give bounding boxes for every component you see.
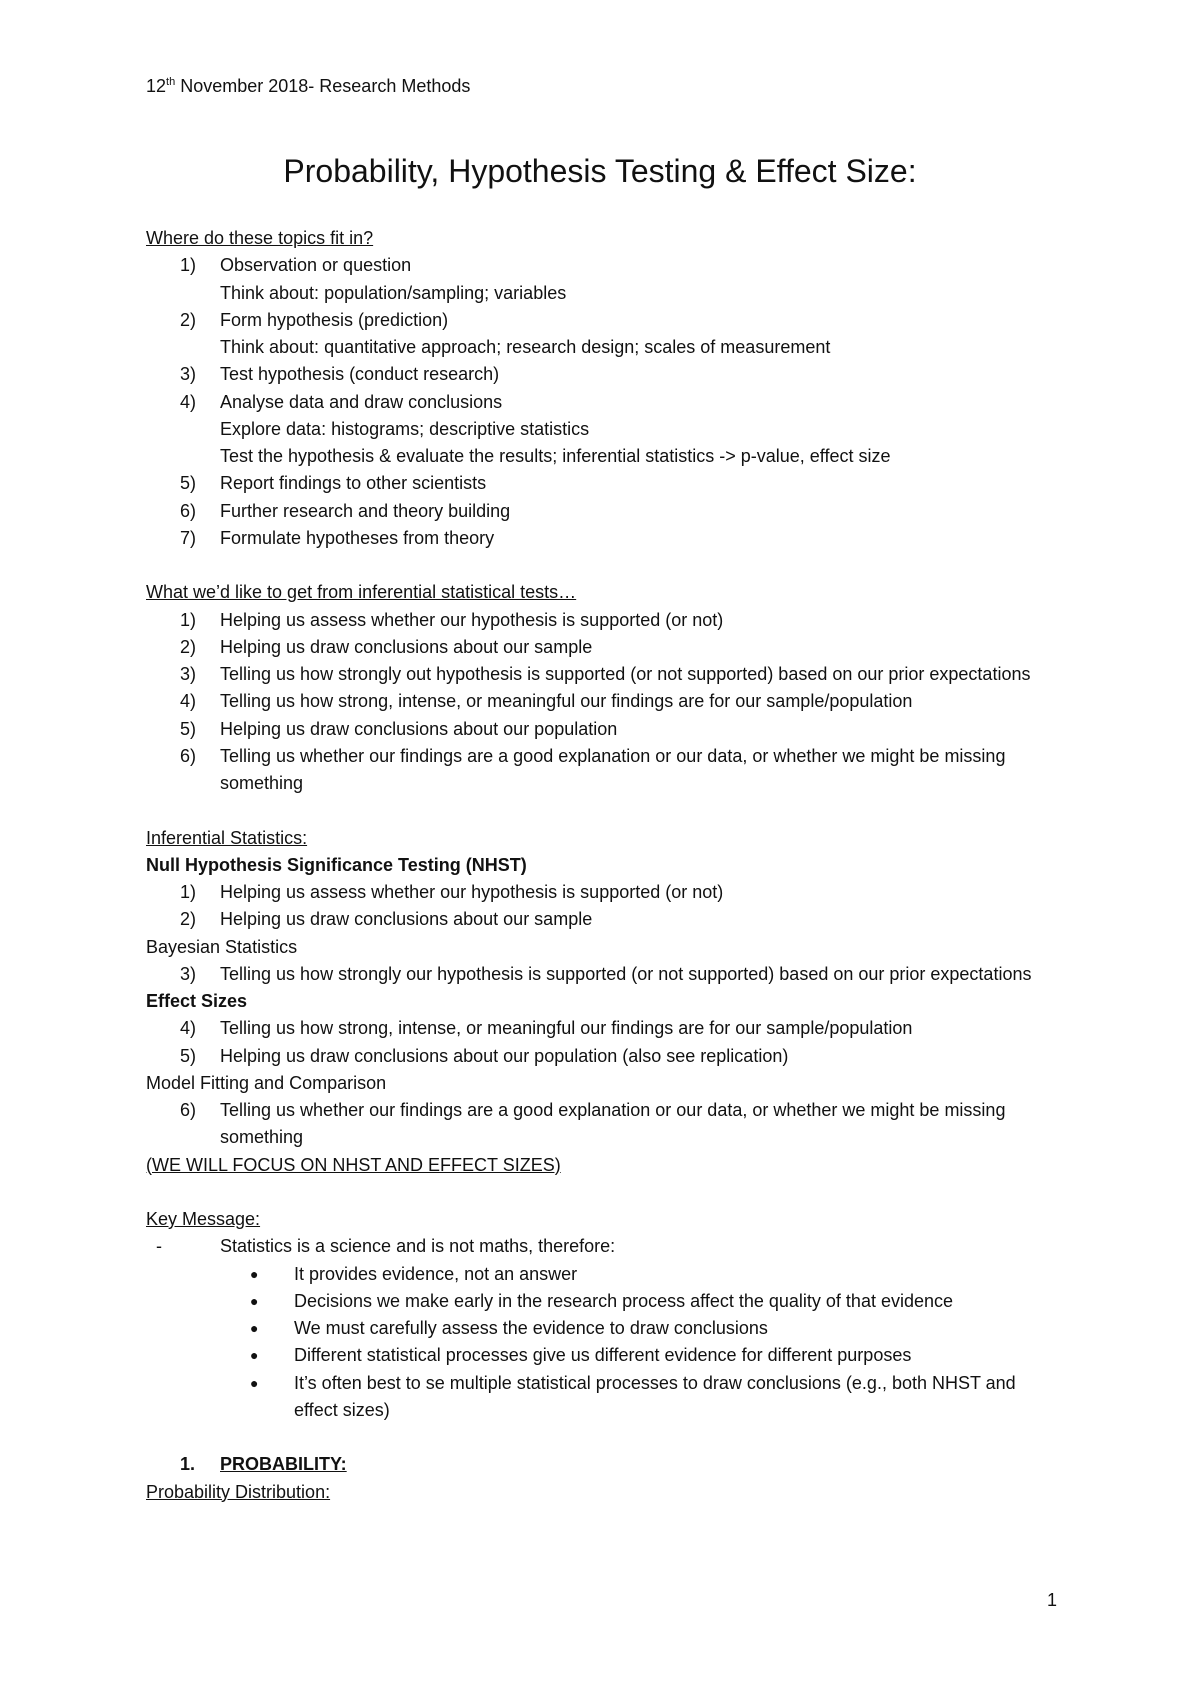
list-item: 6) Telling us whether our findings are a good explanation or our data, or whether we might be missing something bbox=[180, 745, 1006, 793]
list-item: 3) Test hypothesis (conduct research) bbox=[180, 364, 500, 385]
bullet-icon: ● bbox=[250, 1292, 259, 1309]
list-item: 7) Formulate hypotheses from theory bbox=[180, 527, 495, 548]
list-item: 4) Analyse data and draw conclusions bbox=[180, 391, 503, 412]
list-item: 3) Telling us how strongly our hypothesis is supported (or not supported) based on our prior expectations bbox=[180, 963, 1032, 984]
list-item: 4) Telling us how strong, intense, or meaningful our findings are for our sample/population bbox=[180, 1018, 913, 1039]
header-ordinal: th bbox=[166, 76, 176, 88]
bullet-icon: ● bbox=[250, 1320, 259, 1336]
model-fitting-label: Model Fitting and Comparison bbox=[146, 1072, 387, 1093]
list-item: 6) Telling us whether our findings are a good explanation or our data, or whether we might be missing something bbox=[180, 1100, 1006, 1148]
bullet-icon: ● bbox=[250, 1374, 259, 1391]
header-day: 12 bbox=[146, 76, 167, 96]
bayesian-label: Bayesian Statistics bbox=[146, 936, 298, 957]
spacer bbox=[146, 1179, 1056, 1206]
list-item: 1) Helping us assess whether our hypothesis is supported (or not) bbox=[180, 609, 724, 630]
list-item: 2) Helping us draw conclusions about our sample bbox=[180, 636, 593, 657]
header-rest: November 2018- Research Methods bbox=[175, 76, 471, 96]
document-title: Probability, Hypothesis Testing & Effect Size: bbox=[283, 153, 917, 189]
bullet-item: ● Different statistical processes give us different evidence for different purposes bbox=[146, 1342, 1056, 1369]
list-item: 1) Helping us assess whether our hypothesis is supported (or not) bbox=[180, 882, 724, 902]
bullet-item: ● It provides evidence, not an answer bbox=[146, 1261, 1056, 1288]
list-item: 2) Form hypothesis (prediction) bbox=[180, 309, 449, 330]
spacer bbox=[146, 1424, 1056, 1451]
dash-item: - Statistics is a science and is not maths, therefore: bbox=[156, 1236, 616, 1257]
focus-note: (WE WILL FOCUS ON NHST AND EFFECT SIZES) bbox=[146, 1154, 561, 1175]
spacer bbox=[146, 797, 1056, 824]
topics-heading: Where do these topics fit in? bbox=[146, 228, 374, 248]
list-item-note: Think about: quantitative approach; research design; scales of measurement bbox=[220, 337, 831, 357]
list-item-note: Test the hypothesis & evaluate the results; inferential statistics -> p-value, effect size bbox=[220, 446, 891, 466]
section-heading: 1. PROBABILITY: bbox=[180, 1454, 347, 1475]
list-item: 2) Helping us draw conclusions about our sample bbox=[180, 909, 593, 930]
bullet-item: ● We must carefully assess the evidence to draw conclusions bbox=[146, 1315, 1056, 1342]
inferential-heading: Inferential Statistics: bbox=[146, 827, 308, 848]
probability-distribution-heading: Probability Distribution: bbox=[146, 1481, 331, 1502]
nhst-label: Null Hypothesis Significance Testing (NHST) bbox=[146, 854, 527, 875]
bullet-icon: ● bbox=[250, 1265, 259, 1282]
list-item: 3) Telling us how strongly out hypothesis is supported (or not supported) based on our prior expectations bbox=[180, 664, 1031, 684]
list-item: 5) Report findings to other scientists bbox=[180, 473, 487, 494]
wants-heading: What we’d like to get from inferential statistical tests… bbox=[146, 582, 577, 603]
list-item: 1) Observation or question bbox=[180, 255, 412, 276]
list-item-note: Think about: population/sampling; variables bbox=[220, 282, 567, 303]
bullet-item: ● It’s often best to se multiple statistical processes to draw conclusions (e.g., both NHST and effect sizes) bbox=[146, 1370, 1056, 1425]
list-item-note: Explore data: histograms; descriptive statistics bbox=[220, 418, 590, 439]
key-message-heading: Key Message: bbox=[146, 1209, 261, 1229]
page-number: 1 bbox=[1047, 1590, 1058, 1610]
list-item: 5) Helping us draw conclusions about our population bbox=[180, 718, 618, 739]
list-item: 5) Helping us draw conclusions about our population (also see replication) bbox=[180, 1045, 789, 1066]
document-body bbox=[146, 225, 1056, 1506]
list-item: 4) Telling us how strong, intense, or meaningful our findings are for our sample/population bbox=[180, 691, 913, 712]
bullet-item: ● Decisions we make early in the research process affect the quality of that evidence bbox=[146, 1288, 1056, 1315]
list-item: 6) Further research and theory building bbox=[180, 500, 511, 521]
page-header bbox=[146, 74, 470, 98]
spacer bbox=[146, 552, 1056, 579]
effect-sizes-label: Effect Sizes bbox=[146, 991, 248, 1011]
bullet-icon: ● bbox=[250, 1347, 259, 1364]
